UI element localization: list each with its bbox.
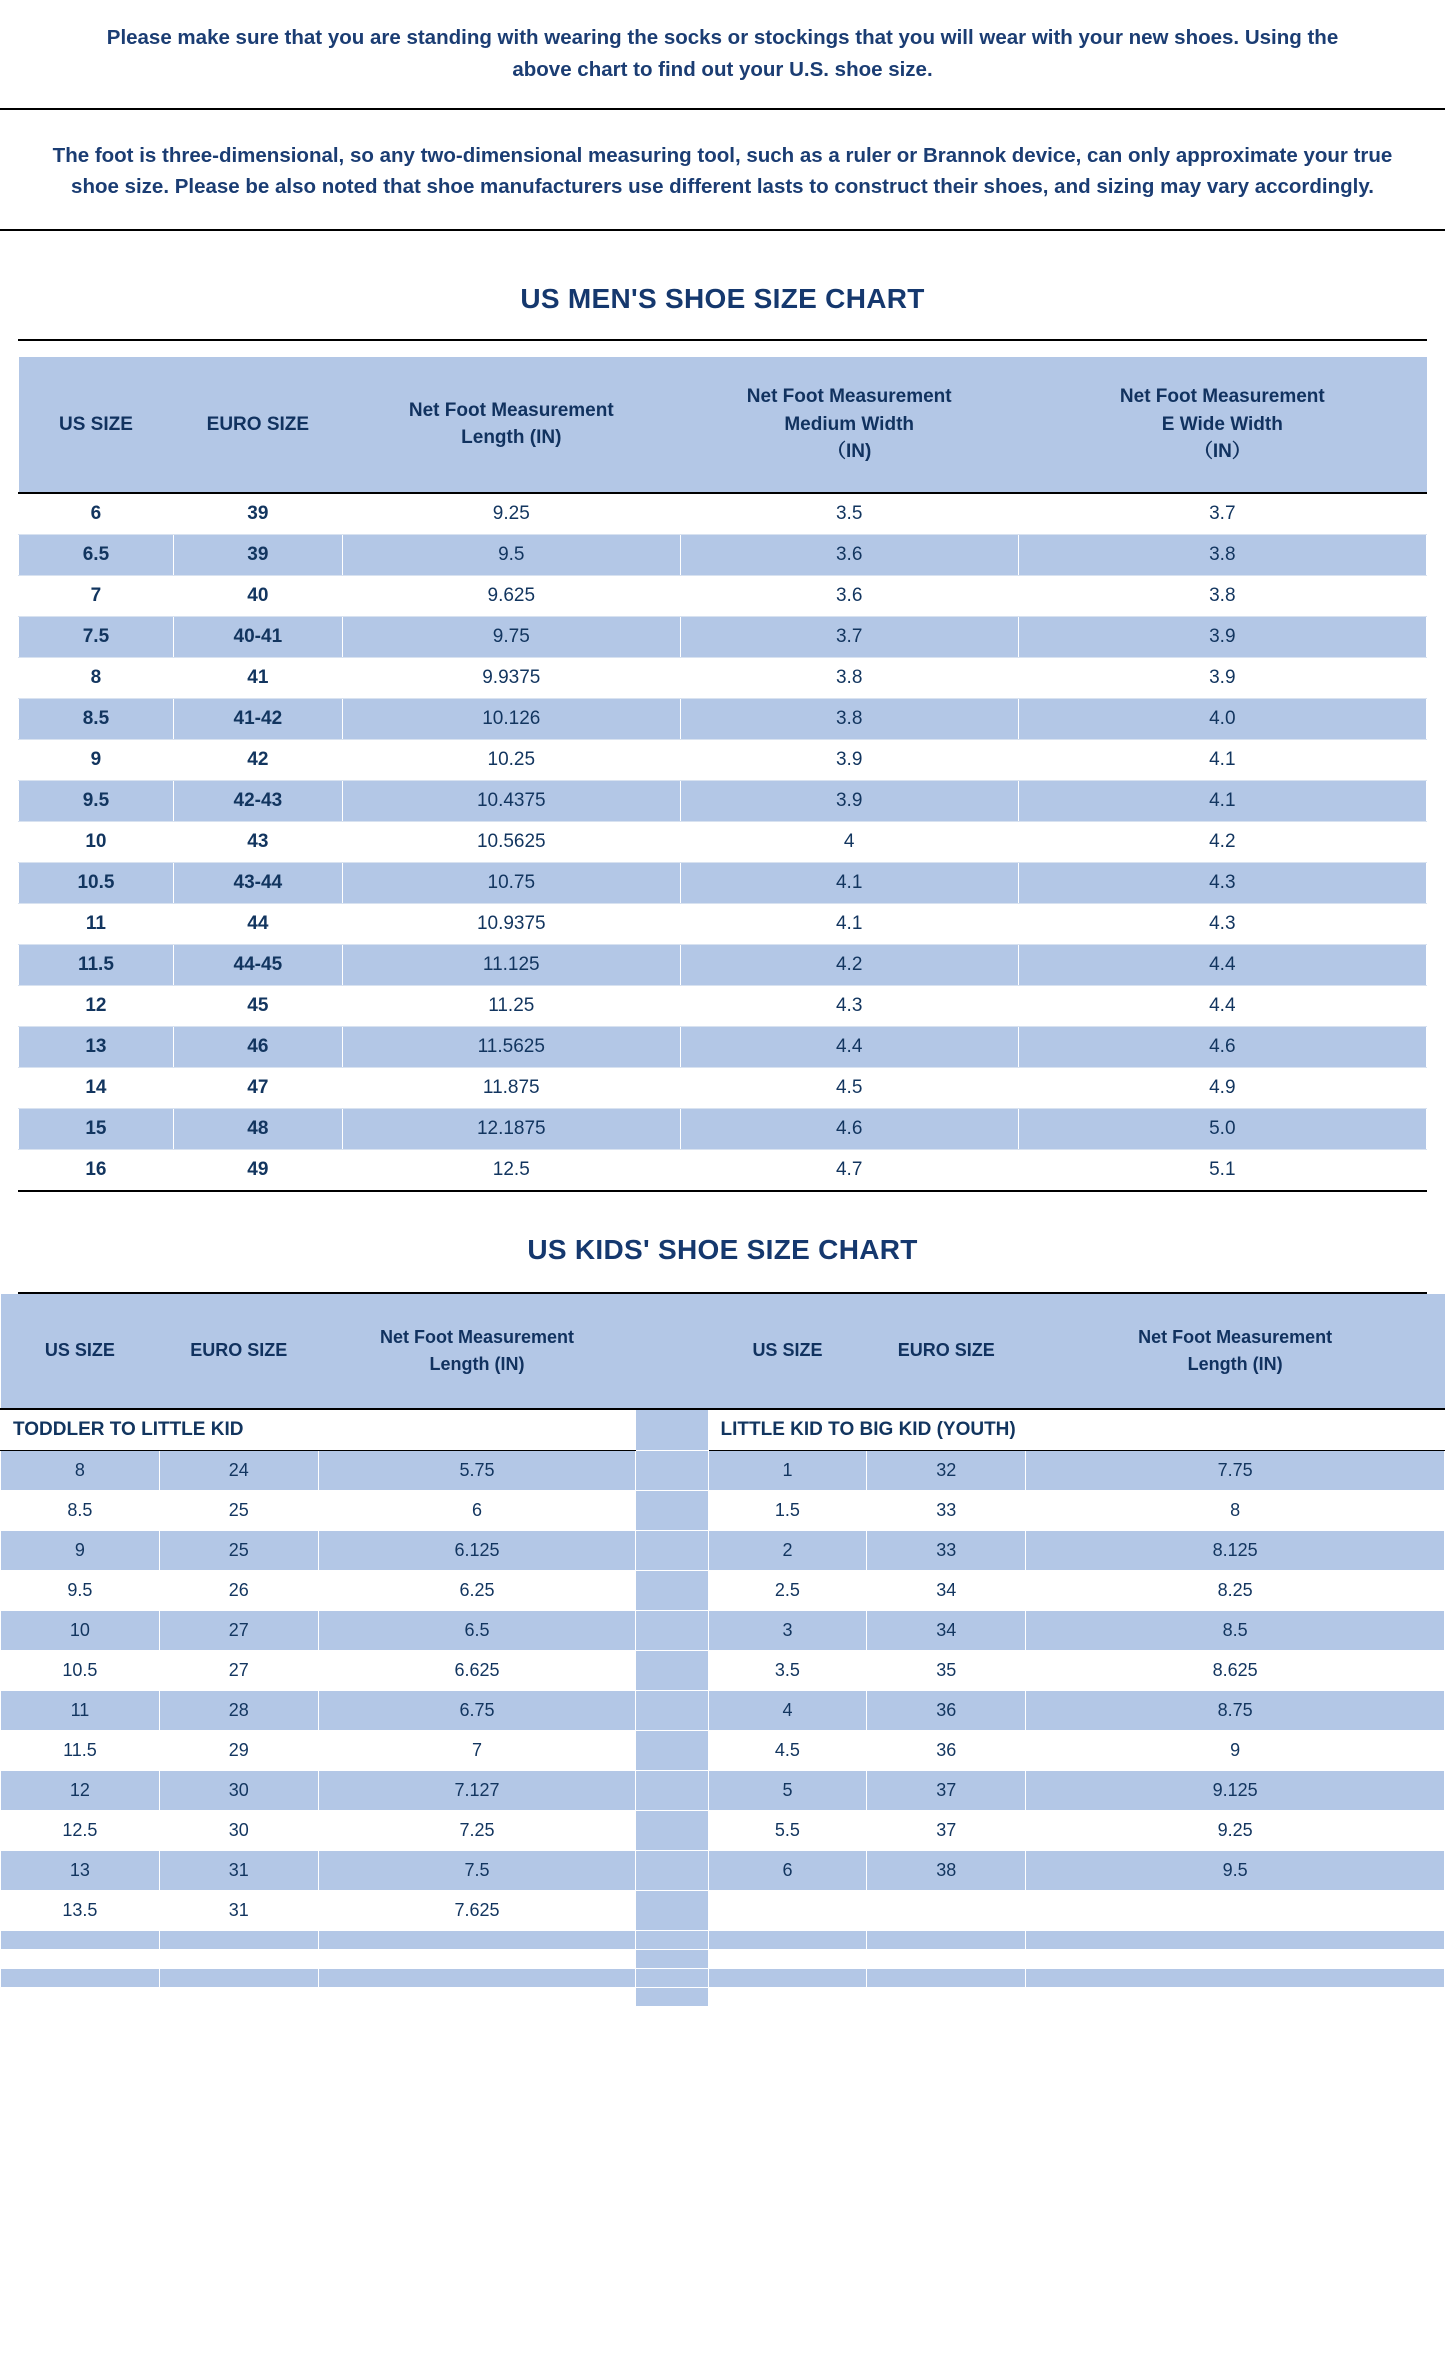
table-row <box>1 1730 1445 1770</box>
kids-col-length-left-line2: Length (IN) <box>429 1353 525 1374</box>
kids-row-spacer <box>636 1987 708 2006</box>
kids-cell-right: 35 <box>867 1650 1026 1690</box>
kids-cell-right: 9.125 <box>1026 1770 1445 1810</box>
kids-cell-left: 30 <box>159 1810 318 1850</box>
kids-row-spacer <box>636 1949 708 1968</box>
kids-cell-right: 32 <box>867 1450 1026 1490</box>
mens-col-us-size-line1: US SIZE <box>58 413 133 435</box>
kids-cell-right: 34 <box>867 1570 1026 1610</box>
mens-cell: 46 <box>173 1026 342 1067</box>
kids-cell-left: 11.5 <box>1 1730 160 1770</box>
kids-cell-right <box>708 1987 867 2006</box>
mens-cell: 43-44 <box>173 862 342 903</box>
table-row <box>19 698 1427 739</box>
kids-row-spacer <box>636 1530 708 1570</box>
kids-cell-right: 33 <box>867 1530 1026 1570</box>
mens-cell: 15 <box>19 1108 174 1149</box>
mens-cell: 4.4 <box>680 1026 1018 1067</box>
kids-cell-right: 3 <box>708 1610 867 1650</box>
table-row <box>1 1968 1445 1987</box>
kids-cell-left: 25 <box>159 1490 318 1530</box>
mens-cell: 41 <box>173 657 342 698</box>
kids-cell-right: 36 <box>867 1690 1026 1730</box>
mens-cell: 8.5 <box>19 698 174 739</box>
kids-chart-title: US KIDS' SHOE SIZE CHART <box>527 1233 918 1265</box>
kids-cell-right <box>867 1949 1026 1968</box>
kids-cell-left: 12 <box>1 1770 160 1810</box>
kids-cell-right <box>708 1949 867 1968</box>
kids-cell-right: 9 <box>1026 1730 1445 1770</box>
kids-cell-right: 8.75 <box>1026 1690 1445 1730</box>
kids-row-spacer <box>636 1810 708 1850</box>
mens-cell: 10.4375 <box>342 780 680 821</box>
mens-col-euro-size <box>173 357 342 493</box>
mens-cell: 3.9 <box>1018 657 1426 698</box>
kids-cell-left <box>318 1968 636 1987</box>
mens-col-wide-width <box>1018 357 1426 493</box>
mens-cell: 10 <box>19 821 174 862</box>
mens-cell: 10.75 <box>342 862 680 903</box>
table-row <box>19 657 1427 698</box>
table-row <box>19 534 1427 575</box>
kids-cell-right <box>867 1968 1026 1987</box>
kids-cell-left <box>1 1987 160 2006</box>
mens-cell: 10.9375 <box>342 903 680 944</box>
table-row <box>1 1987 1445 2006</box>
kids-table-wrap <box>0 1294 1445 2007</box>
kids-cell-right <box>708 1968 867 1987</box>
mens-cell: 4.1 <box>680 862 1018 903</box>
kids-row-spacer <box>636 1650 708 1690</box>
kids-cell-left: 7.25 <box>318 1810 636 1850</box>
socks-notice: Please make sure that you are standing with wearing the socks or stockings that you will wear with your new shoes. Using the above chart to find out your U.S. shoe size. <box>0 0 1445 110</box>
mens-table-wrap <box>0 357 1445 1190</box>
mens-chart-title: US MEN'S SHOE SIZE CHART <box>520 283 925 315</box>
kids-cell-right: 9.5 <box>1026 1850 1445 1890</box>
mens-cell: 13 <box>19 1026 174 1067</box>
mens-cell: 4.4 <box>1018 985 1426 1026</box>
mens-cell: 4.1 <box>680 903 1018 944</box>
mens-col-medium-width <box>680 357 1018 493</box>
kids-row-spacer <box>636 1409 708 1451</box>
mens-cell: 9.5 <box>19 780 174 821</box>
kids-cell-left: 26 <box>159 1570 318 1610</box>
table-row <box>19 1067 1427 1108</box>
kids-cell-right: 5.5 <box>708 1810 867 1850</box>
kids-cell-right: 2 <box>708 1530 867 1570</box>
mens-cell: 3.8 <box>1018 575 1426 616</box>
kids-cell-left <box>1 1930 160 1949</box>
table-row <box>19 985 1427 1026</box>
kids-cell-right: 1 <box>708 1450 867 1490</box>
kids-cell-left: 29 <box>159 1730 318 1770</box>
kids-cell-right <box>1026 1949 1445 1968</box>
mens-cell: 5.1 <box>1018 1149 1426 1190</box>
mens-col-length-line1: Net Foot Measurement <box>408 399 614 421</box>
kids-col-length-right-line1: Net Foot Measurement <box>1138 1326 1333 1347</box>
kids-cell-left: 28 <box>159 1690 318 1730</box>
table-row <box>1 1650 1445 1690</box>
mens-header-row <box>19 357 1427 493</box>
table-row <box>1 1930 1445 1949</box>
kids-cell-right: 6 <box>708 1850 867 1890</box>
kids-cell-right <box>1026 1968 1445 1987</box>
kids-cell-left: 6.625 <box>318 1650 636 1690</box>
mens-cell: 11 <box>19 903 174 944</box>
kids-cell-left: 31 <box>159 1850 318 1890</box>
mens-cell: 3.7 <box>680 616 1018 657</box>
table-row <box>1 1810 1445 1850</box>
mens-cell: 49 <box>173 1149 342 1190</box>
kids-table-body <box>1 1409 1445 2007</box>
mens-cell: 10.126 <box>342 698 680 739</box>
table-row <box>19 575 1427 616</box>
mens-cell: 11.25 <box>342 985 680 1026</box>
kids-group-label-right: LITTLE KID TO BIG KID (YOUTH) <box>708 1409 1444 1451</box>
kids-cell-left: 6.25 <box>318 1570 636 1610</box>
table-row <box>19 821 1427 862</box>
kids-cell-right: 7.75 <box>1026 1450 1445 1490</box>
mens-col-length-line2: Length (IN) <box>461 427 562 449</box>
table-row <box>1 1610 1445 1650</box>
kids-column-spacer <box>636 1294 708 1409</box>
mens-cell: 3.8 <box>1018 534 1426 575</box>
mens-cell: 3.9 <box>680 780 1018 821</box>
mens-cell: 4.3 <box>1018 862 1426 903</box>
mens-col-medium-width-line1: Net Foot Measurement <box>746 386 952 408</box>
mens-cell: 45 <box>173 985 342 1026</box>
kids-col-us-size-left-line1: US SIZE <box>44 1340 115 1361</box>
measurement-disclaimer: The foot is three-dimensional, so any two-dimensional measuring tool, such as a ruler or Brannok device, can only approximate your true shoe size. Please be also noted that shoe manufacturers use different lasts to construct their shoes, and sizing may vary accordingly. <box>0 110 1445 232</box>
kids-row-spacer <box>636 1968 708 1987</box>
mens-cell: 4.5 <box>680 1067 1018 1108</box>
kids-cell-left <box>318 1930 636 1949</box>
mens-col-medium-width-line3: （IN) <box>827 441 872 463</box>
mens-cell: 9.9375 <box>342 657 680 698</box>
mens-cell: 44 <box>173 903 342 944</box>
kids-cell-left: 31 <box>159 1890 318 1930</box>
kids-cell-left <box>1 1968 160 1987</box>
kids-cell-left: 7.625 <box>318 1890 636 1930</box>
mens-cell: 10.5625 <box>342 821 680 862</box>
kids-cell-right: 37 <box>867 1770 1026 1810</box>
mens-cell: 9.75 <box>342 616 680 657</box>
kids-cell-right <box>1026 1930 1445 1949</box>
kids-cell-left <box>318 1949 636 1968</box>
kids-cell-left: 9.5 <box>1 1570 160 1610</box>
kids-size-table <box>0 1294 1445 2007</box>
kids-cell-right: 1.5 <box>708 1490 867 1530</box>
kids-row-spacer <box>636 1610 708 1650</box>
mens-cell: 14 <box>19 1067 174 1108</box>
table-row <box>1 1770 1445 1810</box>
kids-col-us-size-left <box>1 1294 160 1409</box>
kids-cell-left <box>1 1949 160 1968</box>
mens-col-wide-width-line1: Net Foot Measurement <box>1119 386 1325 408</box>
mens-cell: 44-45 <box>173 944 342 985</box>
mens-cell: 6.5 <box>19 534 174 575</box>
mens-cell: 10.5 <box>19 862 174 903</box>
mens-cell: 11.5625 <box>342 1026 680 1067</box>
mens-cell: 4.9 <box>1018 1067 1426 1108</box>
mens-cell: 4 <box>680 821 1018 862</box>
mens-cell: 4.2 <box>1018 821 1426 862</box>
table-row <box>1 1890 1445 1930</box>
kids-cell-right: 36 <box>867 1730 1026 1770</box>
mens-cell: 9.5 <box>342 534 680 575</box>
kids-cell-right: 34 <box>867 1610 1026 1650</box>
mens-col-length <box>342 357 680 493</box>
mens-cell: 4.1 <box>1018 739 1426 780</box>
kids-cell-left <box>318 1987 636 2006</box>
mens-table-body <box>19 493 1427 1190</box>
table-row <box>1 1850 1445 1890</box>
kids-cell-left: 27 <box>159 1650 318 1690</box>
kids-col-euro-size-left-line1: EURO SIZE <box>190 1340 288 1361</box>
table-row <box>19 862 1427 903</box>
mens-cell: 48 <box>173 1108 342 1149</box>
mens-cell: 4.6 <box>1018 1026 1426 1067</box>
table-row <box>19 739 1427 780</box>
kids-cell-right: 4 <box>708 1690 867 1730</box>
mens-cell: 9 <box>19 739 174 780</box>
mens-cell: 42 <box>173 739 342 780</box>
mens-cell: 5.0 <box>1018 1108 1426 1149</box>
kids-col-length-right <box>1026 1294 1445 1409</box>
kids-cell-right: 8.25 <box>1026 1570 1445 1610</box>
table-row <box>19 903 1427 944</box>
table-row <box>19 616 1427 657</box>
kids-row-spacer <box>636 1450 708 1490</box>
kids-table-head <box>1 1294 1445 1409</box>
table-row <box>19 1108 1427 1149</box>
table-row <box>19 1149 1427 1190</box>
mens-cell: 12.5 <box>342 1149 680 1190</box>
kids-cell-left: 10.5 <box>1 1650 160 1690</box>
mens-cell: 42-43 <box>173 780 342 821</box>
kids-cell-right: 37 <box>867 1810 1026 1850</box>
kids-cell-left: 6.75 <box>318 1690 636 1730</box>
kids-cell-left: 7 <box>318 1730 636 1770</box>
kids-row-spacer <box>636 1690 708 1730</box>
kids-row-spacer <box>636 1490 708 1530</box>
mens-cell: 9.625 <box>342 575 680 616</box>
kids-cell-left: 12.5 <box>1 1810 160 1850</box>
table-row <box>1 1490 1445 1530</box>
kids-cell-left: 24 <box>159 1450 318 1490</box>
kids-col-euro-size-left <box>159 1294 318 1409</box>
kids-cell-left: 8 <box>1 1450 160 1490</box>
kids-col-length-left <box>318 1294 636 1409</box>
mens-cell: 3.6 <box>680 575 1018 616</box>
kids-row-spacer <box>636 1730 708 1770</box>
mens-top-divider <box>18 339 1427 341</box>
kids-group-blank-left <box>318 1409 636 1451</box>
mens-cell: 11.5 <box>19 944 174 985</box>
kids-cell-left: 13 <box>1 1850 160 1890</box>
kids-cell-left: 6 <box>318 1490 636 1530</box>
kids-header-row <box>1 1294 1445 1409</box>
kids-cell-left: 25 <box>159 1530 318 1570</box>
kids-cell-left: 27 <box>159 1610 318 1650</box>
kids-cell-right: 8.125 <box>1026 1530 1445 1570</box>
kids-cell-right <box>708 1890 867 1930</box>
kids-cell-left: 9 <box>1 1530 160 1570</box>
mens-cell: 47 <box>173 1067 342 1108</box>
mens-cell: 7 <box>19 575 174 616</box>
kids-row-spacer <box>636 1930 708 1949</box>
kids-cell-right: 38 <box>867 1850 1026 1890</box>
kids-cell-right: 3.5 <box>708 1650 867 1690</box>
table-row <box>1 1949 1445 1968</box>
kids-cell-left: 6.5 <box>318 1610 636 1650</box>
table-row <box>1 1690 1445 1730</box>
kids-cell-right: 8.5 <box>1026 1610 1445 1650</box>
kids-cell-right: 9.25 <box>1026 1810 1445 1850</box>
mens-cell: 7.5 <box>19 616 174 657</box>
table-row <box>1 1530 1445 1570</box>
kids-cell-right <box>1026 1890 1445 1930</box>
mens-cell: 12 <box>19 985 174 1026</box>
mens-cell: 41-42 <box>173 698 342 739</box>
kids-col-length-left-line1: Net Foot Measurement <box>379 1326 575 1347</box>
kids-cell-left <box>159 1987 318 2006</box>
mens-cell: 39 <box>173 493 342 535</box>
mens-cell: 4.4 <box>1018 944 1426 985</box>
table-row <box>19 780 1427 821</box>
kids-row-spacer <box>636 1770 708 1810</box>
kids-cell-left: 13.5 <box>1 1890 160 1930</box>
mens-cell: 4.3 <box>1018 903 1426 944</box>
mens-cell: 6 <box>19 493 174 535</box>
mens-cell: 40-41 <box>173 616 342 657</box>
kids-cell-left: 11 <box>1 1690 160 1730</box>
kids-cell-left <box>159 1968 318 1987</box>
mens-cell: 11.125 <box>342 944 680 985</box>
kids-row-spacer <box>636 1890 708 1930</box>
kids-cell-right <box>867 1930 1026 1949</box>
kids-cell-left: 5.75 <box>318 1450 636 1490</box>
mens-cell: 43 <box>173 821 342 862</box>
kids-cell-left: 7.5 <box>318 1850 636 1890</box>
mens-cell: 4.2 <box>680 944 1018 985</box>
mens-cell: 11.875 <box>342 1067 680 1108</box>
mens-cell: 40 <box>173 575 342 616</box>
kids-col-euro-size-right-line1: EURO SIZE <box>897 1340 995 1361</box>
table-row <box>1 1450 1445 1490</box>
mens-cell: 9.25 <box>342 493 680 535</box>
kids-row-spacer <box>636 1850 708 1890</box>
table-row <box>19 493 1427 535</box>
table-row <box>1 1570 1445 1610</box>
mens-cell: 4.3 <box>680 985 1018 1026</box>
mens-cell: 4.1 <box>1018 780 1426 821</box>
table-row <box>19 944 1427 985</box>
mens-cell: 10.25 <box>342 739 680 780</box>
mens-size-table <box>18 357 1427 1190</box>
mens-col-euro-size-line1: EURO SIZE <box>206 413 310 435</box>
mens-cell: 3.5 <box>680 493 1018 535</box>
kids-group-row <box>1 1409 1445 1451</box>
mens-cell: 16 <box>19 1149 174 1190</box>
kids-cell-right: 4.5 <box>708 1730 867 1770</box>
mens-cell: 8 <box>19 657 174 698</box>
kids-cell-right: 8.625 <box>1026 1650 1445 1690</box>
kids-col-euro-size-right <box>867 1294 1026 1409</box>
kids-cell-left <box>159 1930 318 1949</box>
mens-table-head <box>19 357 1427 493</box>
kids-cell-left: 10 <box>1 1610 160 1650</box>
kids-cell-left: 7.127 <box>318 1770 636 1810</box>
kids-cell-right: 5 <box>708 1770 867 1810</box>
kids-cell-left <box>159 1949 318 1968</box>
mens-cell: 3.9 <box>1018 616 1426 657</box>
mens-cell: 39 <box>173 534 342 575</box>
mens-cell: 3.6 <box>680 534 1018 575</box>
mens-col-medium-width-line2: Medium Width <box>784 413 915 435</box>
kids-col-length-right-line2: Length (IN) <box>1187 1353 1283 1374</box>
kids-group-label-left: TODDLER TO LITTLE KID <box>1 1409 319 1451</box>
kids-col-us-size-right-line1: US SIZE <box>752 1340 823 1361</box>
mens-col-wide-width-line3: （IN） <box>1193 441 1251 463</box>
kids-cell-right: 8 <box>1026 1490 1445 1530</box>
kids-cell-right <box>867 1890 1026 1930</box>
kids-cell-right: 33 <box>867 1490 1026 1530</box>
kids-col-us-size-right <box>708 1294 867 1409</box>
mens-cell: 3.9 <box>680 739 1018 780</box>
kids-cell-right <box>1026 1987 1445 2006</box>
kids-cell-left: 6.125 <box>318 1530 636 1570</box>
kids-cell-right <box>867 1987 1026 2006</box>
mens-col-wide-width-line2: E Wide Width <box>1161 413 1283 435</box>
table-row <box>19 1026 1427 1067</box>
kids-cell-left: 30 <box>159 1770 318 1810</box>
mens-cell: 3.8 <box>680 698 1018 739</box>
mens-cell: 3.7 <box>1018 493 1426 535</box>
kids-row-spacer <box>636 1570 708 1610</box>
mens-cell: 4.6 <box>680 1108 1018 1149</box>
mens-cell: 4.7 <box>680 1149 1018 1190</box>
mens-cell: 4.0 <box>1018 698 1426 739</box>
kids-cell-right <box>708 1930 867 1949</box>
mens-cell: 12.1875 <box>342 1108 680 1149</box>
mens-cell: 3.8 <box>680 657 1018 698</box>
kids-cell-left: 8.5 <box>1 1490 160 1530</box>
kids-cell-right: 2.5 <box>708 1570 867 1610</box>
mens-col-us-size <box>19 357 174 493</box>
